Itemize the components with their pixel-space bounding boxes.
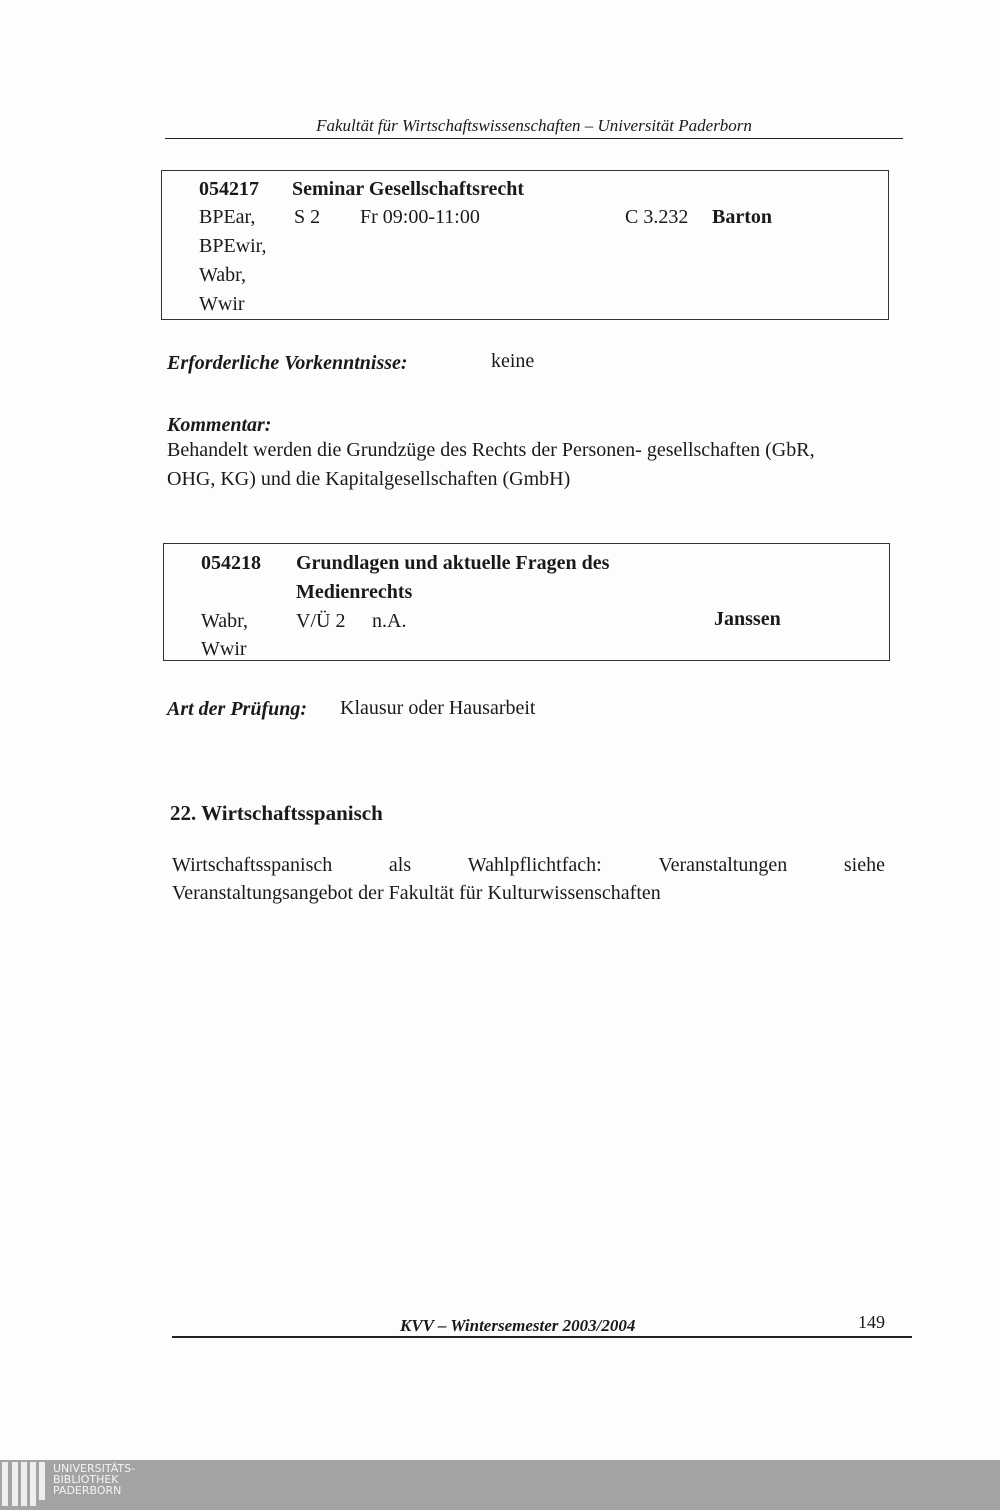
course-number: 054217 — [199, 178, 259, 200]
prereq-value: keine — [491, 350, 535, 372]
running-header: Fakultät für Wirtschaftswissenschaften – Universität Paderborn — [165, 116, 903, 139]
program: Wabr, — [199, 264, 247, 286]
course-box-054218 — [163, 543, 890, 661]
course-title: Seminar Gesellschaftsrecht — [292, 178, 525, 200]
course-lecturer: Janssen — [714, 608, 781, 630]
section-heading: 22. Wirtschaftsspanisch — [170, 801, 383, 825]
running-footer — [172, 1312, 912, 1338]
program: BPEwir, — [199, 235, 267, 257]
program: Wwir — [201, 638, 247, 660]
section-line: Veranstaltungsangebot der Fakultät für Kulturwissenschaften — [172, 882, 661, 904]
program: BPEar, — [199, 206, 256, 228]
program: Wabr, — [201, 610, 249, 632]
library-logo-bar — [0, 1460, 1000, 1510]
word: als — [388, 854, 412, 876]
word: siehe — [843, 854, 885, 876]
course-room: C 3.232 — [625, 206, 689, 228]
footer-title: KVV – Wintersemester 2003/2004 — [400, 1316, 636, 1335]
course-box-054217 — [161, 170, 889, 320]
comment-label: Kommentar: — [167, 414, 272, 436]
word: Veranstaltungen — [658, 854, 788, 876]
exam-label: Art der Prüfung: — [167, 698, 308, 720]
course-time: Fr 09:00-11:00 — [360, 206, 480, 228]
library-logo-text: UNIVERSITÄTS- BIBLIOTHEK PADERBORN — [53, 1462, 136, 1497]
page-number: 149 — [858, 1312, 885, 1332]
section-line — [172, 851, 885, 880]
course-type: V/Ü 2 — [296, 610, 346, 632]
course-type: S 2 — [294, 206, 321, 228]
course-title: Grundlagen und aktuelle Fragen des — [296, 552, 610, 574]
course-number: 054218 — [201, 552, 261, 574]
course-title: Medienrechts — [296, 581, 413, 603]
program: Wwir — [199, 293, 245, 315]
word: Wirtschaftsspanisch — [172, 854, 333, 876]
word: Wahlpflichtfach: — [467, 854, 602, 876]
comment-line: Behandelt werden die Grundzüge des Rechts der Personen- gesellschaften (GbR, — [167, 439, 815, 461]
course-time: n.A. — [372, 610, 407, 632]
exam-value: Klausur oder Hausarbeit — [340, 697, 536, 719]
comment-line: OHG, KG) und die Kapitalgesellschaften (GmbH) — [167, 468, 571, 490]
prereq-label: Erforderliche Vorkenntnisse: — [167, 352, 408, 374]
course-lecturer: Barton — [712, 206, 772, 228]
